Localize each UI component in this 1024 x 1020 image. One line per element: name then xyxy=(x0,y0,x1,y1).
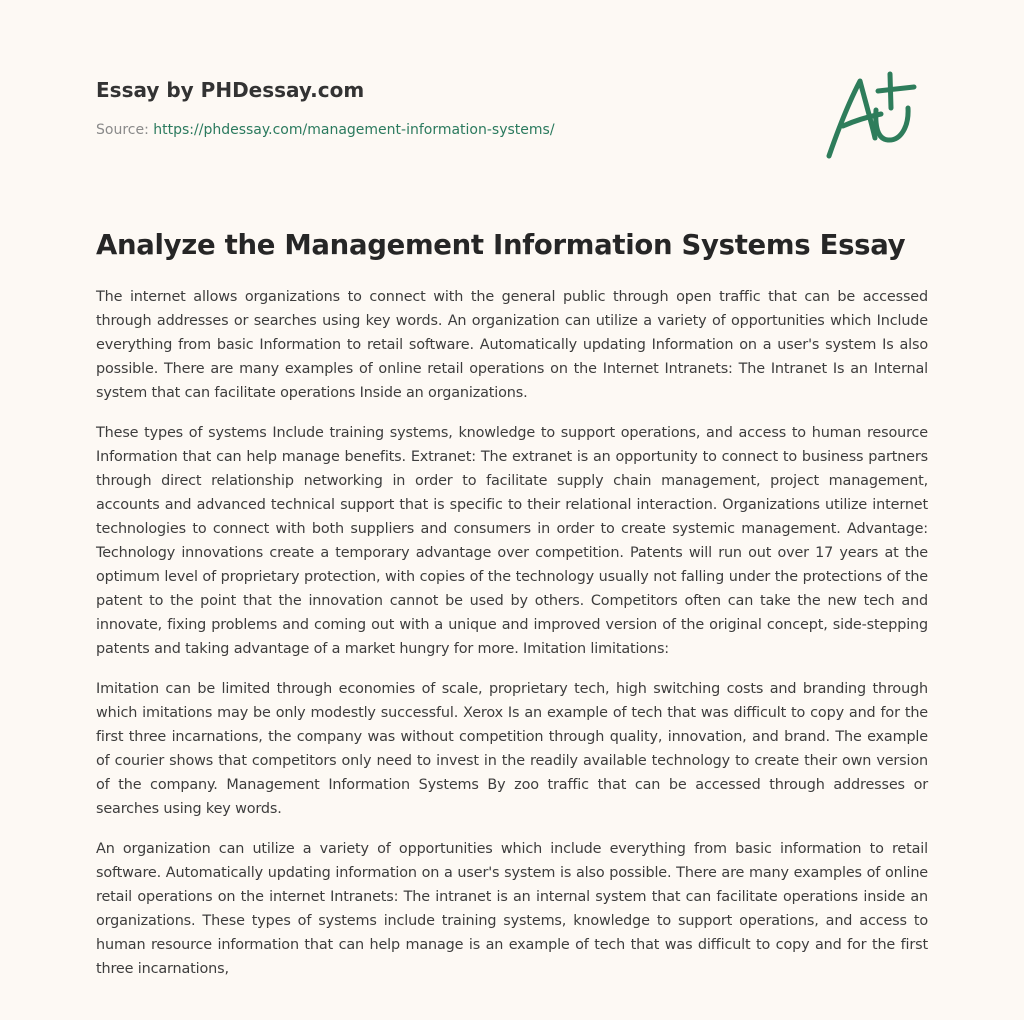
source-label: Source: xyxy=(96,122,154,138)
essay-paragraph: These types of systems Include training systems, knowledge to support operations, and access to human resource Information that can help manage benefits. Extranet: The extranet is an opportunity to connect to business partners through direct relationship networking in order to facilitate supply chain management, project management, accounts and advanced technical support that is specific to their relational interaction. Organizations utilize internet technologies to connect with both suppliers and consumers in order to create systemic management. Advantage: Technology innovations create a temporary advantage over competition. Patents will run out over 17 years at the optimum level of proprietary protection, with copies of the technology usually not falling under the protections of the patent to the point that the innovation cannot be used by others. Competitors often can take the new tech and innovate, fixing problems and coming out with a unique and improved version of the original concept, side-stepping patents and taking advantage of a market hungry for more. Imitation limitations: xyxy=(96,425,928,657)
page-header xyxy=(96,76,796,140)
a-plus-logo-icon xyxy=(822,68,926,164)
essay-body xyxy=(96,285,928,997)
site-brand: Essay by PHDessay.com xyxy=(96,78,365,102)
essay-paragraph: The internet allows organizations to connect with the general public through open traffic that can be accessed through addresses or searches using key words. An organization can utilize a variety of opportunities which Include everything from basic Information to retail software. Automatically updating Information on a user's system Is also possible. There are many examples of online retail operations on the Internet Intranets: The Intranet Is an Internal system that can facilitate operations Inside an organizations. xyxy=(96,289,928,401)
essay-title: Analyze the Management Information Systems Essay xyxy=(96,229,906,261)
source-link[interactable]: https://phdessay.com/management-information-systems/ xyxy=(153,122,555,138)
essay-paragraph: An organization can utilize a variety of opportunities which include everything from basic information to retail software. Automatically updating information on a user's system is also possible. There are many examples of online retail operations on the internet Intranets: The intranet is an internal system that can facilitate operations inside an organizations. These types of systems include training systems, knowledge to support operations, and access to human resource information that can help manage is an example of tech that was difficult to copy and for the first three incarnations, xyxy=(96,841,928,977)
essay-paragraph: Imitation can be limited through economies of scale, proprietary tech, high switching costs and branding through which imitations may be only modestly successful. Xerox Is an example of tech that was difficult to copy and for the first three incarnations, the company was without competition through quality, innovation, and brand. The example of courier shows that competitors only need to invest in the readily available technology to create their own version of the company. Management Information Systems By zoo traffic that can be accessed through addresses or searches using key words. xyxy=(96,681,928,817)
source-line xyxy=(96,120,796,140)
